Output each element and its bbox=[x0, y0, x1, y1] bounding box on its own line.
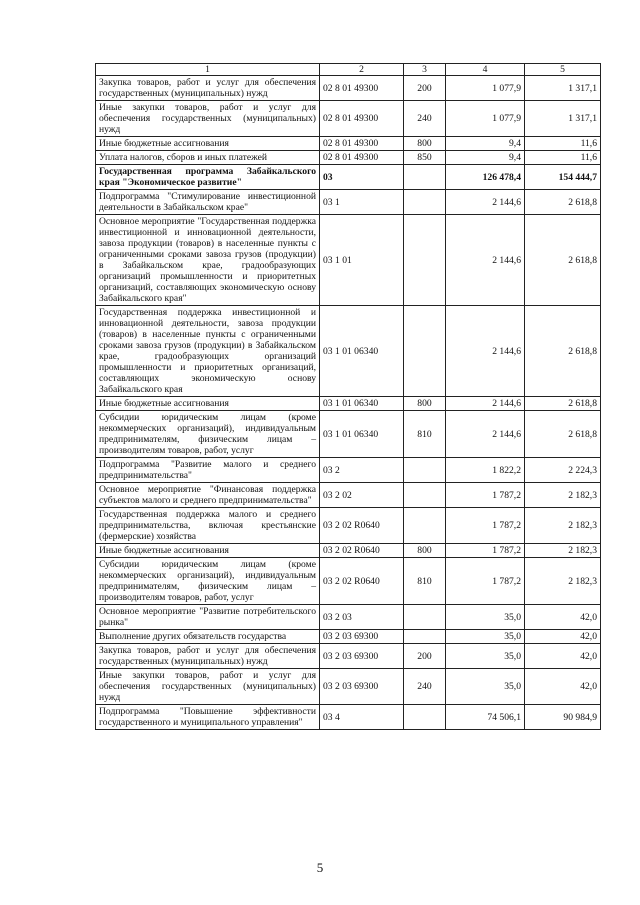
row-value-2-cell: 154 444,7 bbox=[525, 165, 601, 190]
row-expense-type-cell: 800 bbox=[404, 137, 446, 151]
header-col-4: 4 bbox=[446, 64, 525, 76]
row-value-2-cell: 42,0 bbox=[525, 669, 601, 705]
row-value-2-cell: 2 618,8 bbox=[525, 411, 601, 458]
row-value-2-cell: 1 317,1 bbox=[525, 76, 601, 101]
row-value-1-cell: 2 144,6 bbox=[446, 411, 525, 458]
row-value-1-cell: 9,4 bbox=[446, 151, 525, 165]
row-value-1-cell: 1 787,2 bbox=[446, 483, 525, 508]
row-name-cell: Иные бюджетные ассигнования bbox=[96, 544, 320, 558]
row-name-cell: Закупка товаров, работ и услуг для обеспечения государственных (муниципальных) нужд bbox=[96, 644, 320, 669]
row-code-cell: 03 bbox=[320, 165, 404, 190]
row-name-cell: Основное мероприятие "Государственная поддержка инвестиционной и инновационной деятельности, завоза продукции (товаров) в населенные пункты с ограниченными сроками завоза грузов (продукции) в Забайкальском крае, градообразующих организаций промышленности и приоритетных организаций, составляющих экономическую основу Забайкальского края" bbox=[96, 215, 320, 306]
row-expense-type-cell bbox=[404, 483, 446, 508]
row-value-2-cell: 42,0 bbox=[525, 605, 601, 630]
row-value-1-cell: 35,0 bbox=[446, 630, 525, 644]
table-row bbox=[96, 483, 601, 508]
row-value-1-cell: 1 787,2 bbox=[446, 558, 525, 605]
row-code-cell: 03 2 03 69300 bbox=[320, 669, 404, 705]
row-name-cell: Иные бюджетные ассигнования bbox=[96, 137, 320, 151]
row-name-cell: Государственная поддержка инвестиционной и инновационной деятельности, завоза продукции (товаров) в населенные пункты с ограниченными сроками завоза грузов (продукции) в Забайкальском крае, градообразующих организаций промышленности и приоритетных организаций, составляющих экономическую основу Забайкальского края bbox=[96, 306, 320, 397]
row-value-2-cell: 42,0 bbox=[525, 630, 601, 644]
row-code-cell: 03 4 bbox=[320, 705, 404, 730]
row-code-cell: 03 2 02 R0640 bbox=[320, 558, 404, 605]
row-name-cell: Иные бюджетные ассигнования bbox=[96, 397, 320, 411]
row-expense-type-cell bbox=[404, 190, 446, 215]
row-name-cell: Иные закупки товаров, работ и услуг для обеспечения государственных (муниципальных) нужд bbox=[96, 101, 320, 137]
row-value-1-cell: 2 144,6 bbox=[446, 397, 525, 411]
row-value-2-cell: 2 618,8 bbox=[525, 215, 601, 306]
row-name-cell: Подпрограмма "Повышение эффективности государственного и муниципального управления" bbox=[96, 705, 320, 730]
row-value-2-cell: 2 618,8 bbox=[525, 190, 601, 215]
row-code-cell: 02 8 01 49300 bbox=[320, 137, 404, 151]
table-row bbox=[96, 397, 601, 411]
budget-table bbox=[95, 63, 601, 730]
row-expense-type-cell bbox=[404, 705, 446, 730]
row-value-1-cell: 35,0 bbox=[446, 644, 525, 669]
header-col-2: 2 bbox=[320, 64, 404, 76]
row-value-2-cell: 2 182,3 bbox=[525, 544, 601, 558]
row-name-cell: Государственная поддержка малого и среднего предпринимательства, включая крестьянские (фермерские) хозяйства bbox=[96, 508, 320, 544]
row-value-2-cell: 11,6 bbox=[525, 137, 601, 151]
row-expense-type-cell: 200 bbox=[404, 76, 446, 101]
header-col-3: 3 bbox=[404, 64, 446, 76]
row-code-cell: 03 2 02 R0640 bbox=[320, 544, 404, 558]
row-expense-type-cell: 850 bbox=[404, 151, 446, 165]
row-name-cell: Государственная программа Забайкальского края "Экономическое развитие" bbox=[96, 165, 320, 190]
budget-table-body bbox=[96, 64, 601, 730]
row-name-cell: Основное мероприятие "Развитие потребительского рынка" bbox=[96, 605, 320, 630]
table-row bbox=[96, 101, 601, 137]
row-code-cell: 03 2 bbox=[320, 458, 404, 483]
row-code-cell: 03 2 03 69300 bbox=[320, 630, 404, 644]
row-expense-type-cell: 240 bbox=[404, 101, 446, 137]
row-code-cell: 02 8 01 49300 bbox=[320, 101, 404, 137]
row-expense-type-cell bbox=[404, 165, 446, 190]
table-row bbox=[96, 458, 601, 483]
table-row bbox=[96, 215, 601, 306]
row-value-2-cell: 42,0 bbox=[525, 644, 601, 669]
row-expense-type-cell bbox=[404, 630, 446, 644]
row-value-1-cell: 74 506,1 bbox=[446, 705, 525, 730]
table-row bbox=[96, 644, 601, 669]
row-code-cell: 02 8 01 49300 bbox=[320, 151, 404, 165]
row-code-cell: 03 1 bbox=[320, 190, 404, 215]
row-code-cell: 03 1 01 06340 bbox=[320, 306, 404, 397]
row-expense-type-cell bbox=[404, 215, 446, 306]
row-code-cell: 03 2 03 bbox=[320, 605, 404, 630]
row-expense-type-cell bbox=[404, 458, 446, 483]
row-value-1-cell: 1 787,2 bbox=[446, 508, 525, 544]
row-value-2-cell: 11,6 bbox=[525, 151, 601, 165]
row-value-1-cell: 1 077,9 bbox=[446, 101, 525, 137]
row-value-1-cell: 1 077,9 bbox=[446, 76, 525, 101]
row-value-2-cell: 2 182,3 bbox=[525, 508, 601, 544]
row-code-cell: 03 1 01 06340 bbox=[320, 411, 404, 458]
row-name-cell: Субсидии юридическим лицам (кроме некоммерческих организаций), индивидуальным предпринимателям, физическим лицам – производителям товаров, работ, услуг bbox=[96, 411, 320, 458]
row-name-cell: Иные закупки товаров, работ и услуг для обеспечения государственных (муниципальных) нужд bbox=[96, 669, 320, 705]
table-row bbox=[96, 558, 601, 605]
table-row bbox=[96, 306, 601, 397]
table-row bbox=[96, 151, 601, 165]
table-row bbox=[96, 605, 601, 630]
page-number: 5 bbox=[316, 860, 324, 875]
row-name-cell: Уплата налогов, сборов и иных платежей bbox=[96, 151, 320, 165]
row-value-1-cell: 35,0 bbox=[446, 605, 525, 630]
row-value-2-cell: 2 182,3 bbox=[525, 483, 601, 508]
row-expense-type-cell bbox=[404, 508, 446, 544]
table-row bbox=[96, 705, 601, 730]
row-value-1-cell: 35,0 bbox=[446, 669, 525, 705]
table-row bbox=[96, 165, 601, 190]
table-row bbox=[96, 76, 601, 101]
row-code-cell: 03 1 01 06340 bbox=[320, 397, 404, 411]
row-value-1-cell: 9,4 bbox=[446, 137, 525, 151]
row-value-1-cell: 2 144,6 bbox=[446, 190, 525, 215]
table-row bbox=[96, 544, 601, 558]
row-expense-type-cell: 200 bbox=[404, 644, 446, 669]
row-name-cell: Выполнение других обязательств государства bbox=[96, 630, 320, 644]
table-row bbox=[96, 508, 601, 544]
row-expense-type-cell: 810 bbox=[404, 411, 446, 458]
row-code-cell: 02 8 01 49300 bbox=[320, 76, 404, 101]
row-value-1-cell: 2 144,6 bbox=[446, 306, 525, 397]
row-expense-type-cell: 240 bbox=[404, 669, 446, 705]
row-expense-type-cell bbox=[404, 306, 446, 397]
table-row bbox=[96, 630, 601, 644]
row-expense-type-cell: 800 bbox=[404, 397, 446, 411]
row-code-cell: 03 2 02 bbox=[320, 483, 404, 508]
row-code-cell: 03 1 01 bbox=[320, 215, 404, 306]
header-col-5: 5 bbox=[525, 64, 601, 76]
row-value-1-cell: 1 787,2 bbox=[446, 544, 525, 558]
row-name-cell: Закупка товаров, работ и услуг для обеспечения государственных (муниципальных) нужд bbox=[96, 76, 320, 101]
row-value-2-cell: 90 984,9 bbox=[525, 705, 601, 730]
table-row bbox=[96, 190, 601, 215]
row-name-cell: Подпрограмма "Развитие малого и среднего предпринимательства" bbox=[96, 458, 320, 483]
row-expense-type-cell: 800 bbox=[404, 544, 446, 558]
header-col-1: 1 bbox=[96, 64, 320, 76]
row-code-cell: 03 2 03 69300 bbox=[320, 644, 404, 669]
table-row bbox=[96, 669, 601, 705]
row-value-2-cell: 2 182,3 bbox=[525, 558, 601, 605]
row-value-1-cell: 2 144,6 bbox=[446, 215, 525, 306]
row-value-2-cell: 2 618,8 bbox=[525, 397, 601, 411]
row-name-cell: Субсидии юридическим лицам (кроме некоммерческих организаций), индивидуальным предпринимателям, физическим лицам – производителям товаров, работ, услуг bbox=[96, 558, 320, 605]
row-name-cell: Подпрограмма "Стимулирование инвестиционной деятельности в Забайкальском крае" bbox=[96, 190, 320, 215]
table-header-row bbox=[96, 64, 601, 76]
row-name-cell: Основное мероприятие "Финансовая поддержка субъектов малого и среднего предпринимательства" bbox=[96, 483, 320, 508]
row-value-2-cell: 1 317,1 bbox=[525, 101, 601, 137]
row-value-2-cell: 2 224,3 bbox=[525, 458, 601, 483]
table-row bbox=[96, 411, 601, 458]
row-value-1-cell: 126 478,4 bbox=[446, 165, 525, 190]
row-value-1-cell: 1 822,2 bbox=[446, 458, 525, 483]
row-expense-type-cell bbox=[404, 605, 446, 630]
row-expense-type-cell: 810 bbox=[404, 558, 446, 605]
row-value-2-cell: 2 618,8 bbox=[525, 306, 601, 397]
table-row bbox=[96, 137, 601, 151]
row-code-cell: 03 2 02 R0640 bbox=[320, 508, 404, 544]
